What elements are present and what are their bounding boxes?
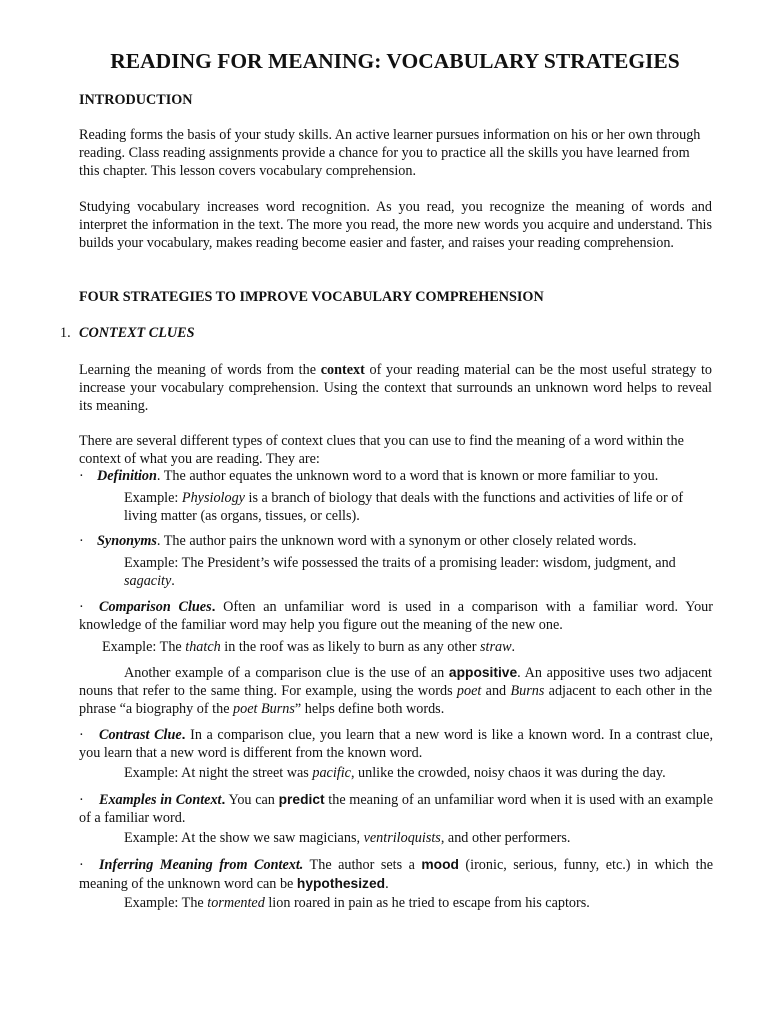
appositive-term: appositive	[448, 665, 518, 680]
bullet-dot: ·	[79, 468, 84, 484]
synonyms-term: Synonyms	[97, 533, 157, 549]
bullet-dot: ·	[79, 857, 84, 873]
synonyms-example	[124, 555, 714, 591]
examples-ex-c: , and other performers.	[440, 830, 571, 846]
examples-text-a: You can	[225, 792, 279, 808]
appositive-paragraph	[79, 664, 712, 718]
bullet-comparison	[79, 598, 713, 635]
comparison-ex-d: straw	[480, 639, 512, 655]
synonyms-ex-a: Example: The President’s wife possessed the traits of a promising leader: wisdom, judgment, and	[124, 555, 676, 571]
comparison-term: Comparison Clues	[99, 599, 212, 615]
comparison-ex-c: in the roof was as likely to burn as any other	[220, 639, 480, 655]
appositive-p-i: ” helps define both words.	[294, 700, 445, 717]
context-clues-heading-text: CONTEXT CLUES	[79, 325, 195, 341]
definition-term: Definition	[97, 468, 157, 484]
definition-ex-b: Physiology	[181, 490, 245, 506]
intro-paragraph-2: Studying vocabulary increases word recognition. As you read, you recognize the meaning of words and interpret the information in the text. The more you read, the more new words you acquire and understand. This builds your vocabulary, makes reading become easier and faster, and raises your reading comprehension.	[79, 199, 712, 251]
comparison-ex-b: thatch	[185, 639, 221, 655]
examples-text-c: the meaning of an unfamiliar word when it is used with an example of a familiar word.	[79, 792, 713, 826]
inferring-ex-b: tormented	[207, 895, 265, 911]
synonyms-ex-b: sagacity	[124, 572, 172, 589]
bullet-inferring-meaning	[79, 856, 713, 894]
appositive-p-d: poet	[456, 682, 482, 699]
examples-dot: .	[221, 792, 226, 807]
cc-p1-a: Learning the meaning of words from the	[79, 362, 321, 378]
comparison-ex-e: .	[511, 639, 516, 655]
examples-ex-a: Example: At the show we saw magicians,	[124, 830, 364, 846]
cc-p1-c: of your reading material can be the most useful strategy to increase your vocabulary comprehension. Using the context that surrounds an unknown word helps to reveal its meaning.	[79, 362, 712, 414]
appositive-p-e: and	[481, 682, 511, 699]
contrast-ex-c: , unlike the crowded, noisy chaos it was during the day.	[350, 765, 666, 781]
examples-predict: predict	[278, 792, 325, 807]
intro-paragraph-1: Reading forms the basis of your study skills. An active learner pursues information on his or her own through reading. Class reading assignments provide a chance for you to practice all the skills you have learned from this chapter. This lesson covers vocabulary comprehension.	[79, 127, 701, 179]
contrast-example	[124, 765, 714, 783]
inferring-hypothesized: hypothesized	[296, 875, 386, 891]
section-number: 1.	[60, 325, 71, 341]
appositive-p-h: poet Burns	[233, 700, 295, 717]
inferring-example	[124, 895, 714, 913]
strategies-heading: FOUR STRATEGIES TO IMPROVE VOCABULARY COMPREHENSION	[79, 289, 544, 305]
document-title: READING FOR MEANING: VOCABULARY STRATEGIES	[110, 49, 680, 73]
bullet-contrast	[79, 726, 713, 763]
examples-term: Examples in Context	[99, 792, 222, 808]
comparison-example	[102, 639, 702, 657]
examples-ex-b: ventriloquists	[363, 830, 441, 846]
examples-example	[124, 830, 714, 848]
appositive-p-g: adjacent to each other in the phrase “a biography of the	[79, 682, 712, 717]
inferring-mood: mood	[421, 857, 459, 872]
bullet-dot: ·	[79, 727, 84, 743]
appositive-p-a: Another example of a comparison clue is the use of an	[124, 665, 449, 681]
contrast-term: Contrast Clue	[99, 727, 182, 743]
comparison-text: Often an unfamiliar word is used in a comparison with a familiar word. Your knowledge of the familiar word may help you figure out the meaning of the new one.	[79, 599, 713, 633]
bullet-dot: ·	[79, 533, 84, 549]
contrast-ex-b: pacific	[312, 765, 351, 781]
synonyms-text: . The author pairs the unknown word with a synonym or other closely related words.	[156, 533, 637, 549]
comparison-dot: .	[211, 599, 216, 614]
inferring-text-a: The author sets a	[303, 857, 422, 873]
context-clues-heading	[79, 325, 195, 343]
inferring-ex-a: Example: The	[124, 895, 208, 911]
definition-ex-c: is a branch of biology that deals with the functions and activities of life or of living matter (as organs, tissues, or cells).	[124, 490, 684, 524]
bullet-dot: ·	[79, 792, 84, 808]
context-clues-paragraph-1	[79, 362, 712, 415]
definition-text: . The author equates the unknown word to a word that is known or more familiar to you.	[156, 468, 659, 484]
contrast-dot: .	[181, 727, 186, 742]
context-clues-paragraph-2: There are several different types of context clues that you can use to find the meaning of a word within the context of what you are reading. They are:	[79, 433, 684, 467]
bullet-definition	[79, 468, 719, 486]
inferring-term: Inferring Meaning from Context.	[99, 857, 304, 873]
bullet-examples-in-context	[79, 791, 713, 828]
contrast-text: In a comparison clue, you learn that a new word is like a known word. In a contrast clue, you learn that a new word is different from the known word.	[79, 727, 713, 761]
inferring-text-e: .	[385, 875, 389, 892]
introduction-heading: INTRODUCTION	[79, 92, 193, 108]
cc-p1-context: context	[320, 362, 365, 378]
bullet-synonyms	[79, 533, 719, 551]
synonyms-ex-c: .	[171, 572, 175, 589]
comparison-ex-a: Example: The	[102, 639, 186, 655]
appositive-p-c: . An appositive uses two adjacent nouns that refer to the same thing. For example, using the words	[79, 665, 712, 699]
inferring-ex-c: lion roared in pain as he tried to escape from his captors.	[264, 895, 590, 911]
definition-ex-a: Example:	[124, 490, 182, 506]
appositive-p-f: Burns	[510, 682, 545, 699]
bullet-dot: ·	[79, 599, 84, 615]
contrast-ex-a: Example: At night the street was	[124, 765, 313, 781]
definition-example	[124, 490, 714, 526]
inferring-text-c: (ironic, serious, funny, etc.) in which the meaning of the unknown word can be	[79, 857, 713, 892]
